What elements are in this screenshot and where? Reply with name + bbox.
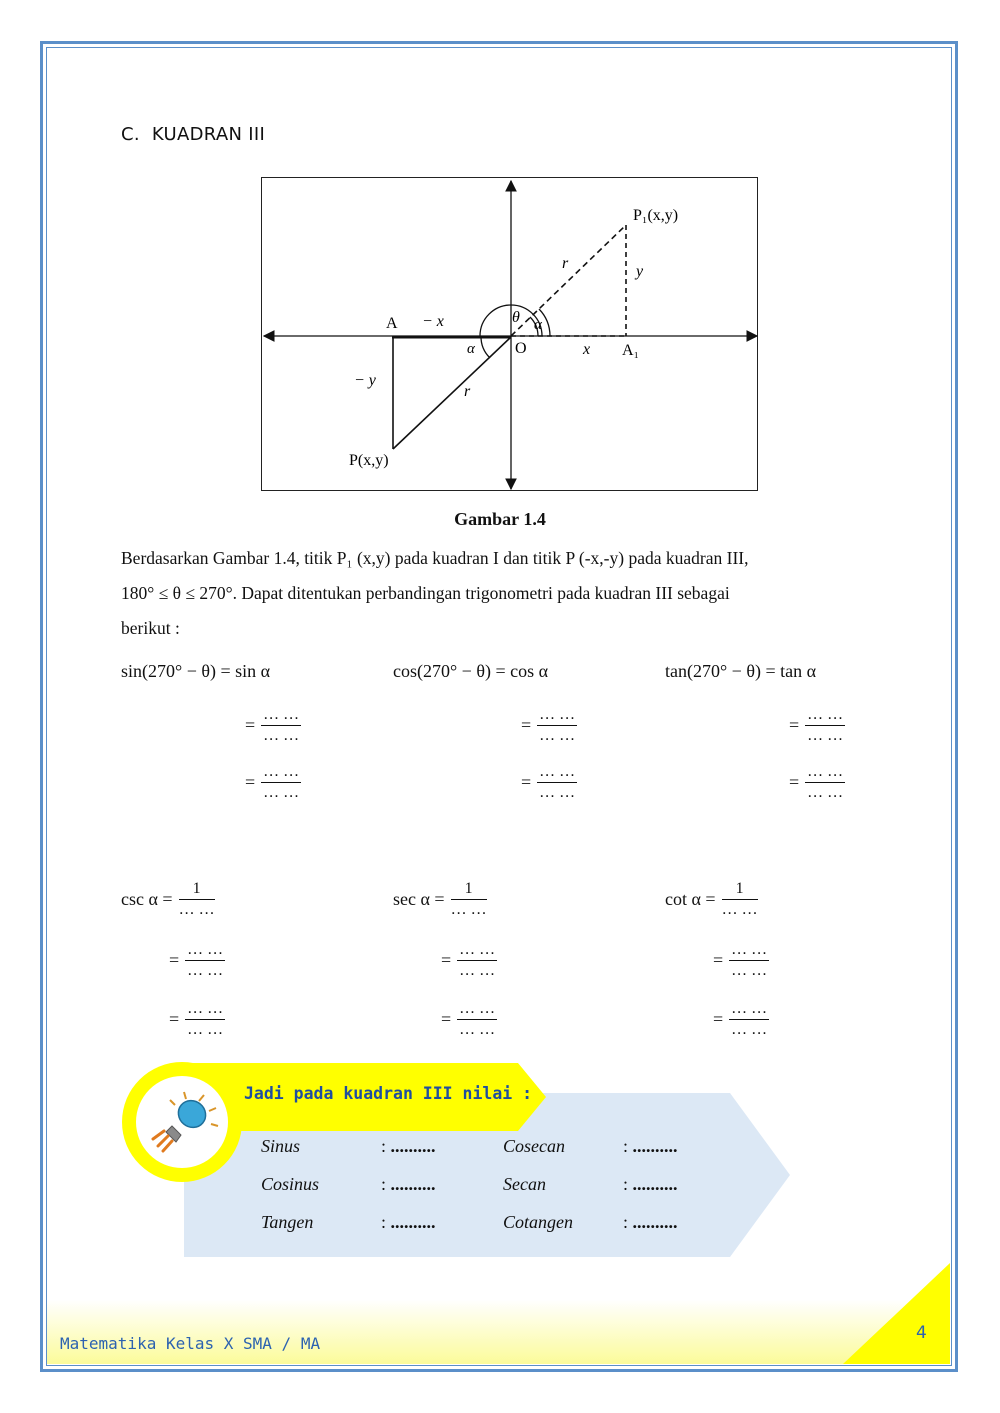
label-alpha-right: α [534,317,542,333]
section-title: KUADRAN III [151,124,266,145]
fraction-numerator-blank[interactable]: … … [537,706,577,726]
summary-colon: : [381,1174,387,1194]
equals-sign: = [789,715,800,735]
summary-cosecan-label: Cosecan [503,1136,565,1156]
paragraph-line-3: berikut : [121,618,180,638]
label-a1: A₁ [622,342,640,359]
fraction-numerator: 1 [722,880,758,900]
fraction-denominator-blank[interactable]: … … [187,1021,224,1038]
cot-label: cot α = [665,889,716,909]
label-minus-x: − x [422,313,444,330]
summary-colon: : [623,1174,629,1194]
summary-sinus-value[interactable] [381,1136,436,1157]
figure-caption: Gambar 1.4 [454,509,546,529]
fraction-numerator-blank[interactable]: … … [185,1000,225,1020]
equals-sign: = [245,715,256,735]
label-y: y [636,263,644,280]
section-number: C. [121,124,140,145]
sec-label: sec α = [393,889,445,909]
fraction-numerator-blank[interactable]: … … [261,706,301,726]
label-theta: θ [512,309,520,326]
label-p: P(x,y) [349,452,389,469]
summary-colon: : [623,1136,629,1156]
fraction-denominator-blank[interactable]: … … [263,784,300,801]
summary-cosinus-label: Cosinus [261,1174,320,1194]
csc-label: csc α = [121,889,173,909]
paragraph-line-1: Berdasarkan Gambar 1.4, titik P₁ (x,y) pada kuadran I dan titik P (-x,-y) pada kuadran III, [121,548,749,568]
label-minus-y: − y [354,372,376,389]
label-alpha-left: α [467,341,475,357]
identity-tan: tan(270° − θ) = tan α [665,661,817,681]
summary-colon: : [623,1212,629,1232]
summary-blank: .......... [390,1212,436,1232]
summary-blank: .......... [632,1174,678,1194]
summary-cosecan-value[interactable] [623,1136,678,1157]
fraction-denominator-blank[interactable]: … … [450,901,487,918]
equals-sign: = [245,772,256,792]
fraction-numerator-blank[interactable]: … … [805,763,845,783]
summary-cotangen-value[interactable] [623,1212,678,1233]
summary-tangen-label: Tangen [261,1212,314,1232]
equals-sign: = [169,1009,180,1029]
label-r-top: r [562,255,569,272]
fraction-numerator: 1 [451,880,487,900]
summary-blank: .......... [632,1136,678,1156]
fraction-denominator-blank[interactable]: … … [731,1021,768,1038]
summary-blank: .......... [632,1212,678,1232]
equals-sign: = [789,772,800,792]
summary-title: Jadi pada kuadran III nilai : [244,1084,533,1103]
equals-sign: = [441,950,452,970]
summary-blank: .......... [390,1174,436,1194]
fraction-numerator-blank[interactable]: … … [185,941,225,961]
fraction-numerator-blank[interactable]: … … [457,941,497,961]
fraction-numerator-blank[interactable]: … … [457,1000,497,1020]
summary-cosinus-value[interactable] [381,1174,436,1195]
summary-colon: : [381,1212,387,1232]
fraction-numerator-blank[interactable]: … … [805,706,845,726]
equals-sign: = [441,1009,452,1029]
page-number: 4 [916,1323,927,1343]
fraction-denominator-blank[interactable]: … … [807,727,844,744]
identity-sin: sin(270° − θ) = sin α [121,661,271,681]
footer-title: Matematika Kelas X SMA / MA [60,1334,321,1353]
summary-blank: .......... [390,1136,436,1156]
label-o: O [515,340,527,357]
label-p1: P₁(x,y) [633,207,679,224]
fraction-numerator: 1 [179,880,215,900]
equals-sign: = [169,950,180,970]
fraction-denominator-blank[interactable]: … … [459,1021,496,1038]
summary-cotangen-label: Cotangen [503,1212,573,1232]
equals-sign: = [521,772,532,792]
fraction-numerator-blank[interactable]: … … [729,941,769,961]
fraction-denominator-blank[interactable]: … … [263,727,300,744]
fraction-denominator-blank[interactable]: … … [187,962,224,979]
summary-colon: : [381,1136,387,1156]
fraction-denominator-blank[interactable]: … … [721,901,758,918]
label-r-bottom: r [464,383,471,400]
summary-secan-value[interactable] [623,1174,678,1195]
fraction-numerator-blank[interactable]: … … [537,763,577,783]
fraction-numerator-blank[interactable]: … … [729,1000,769,1020]
fraction-denominator-blank[interactable]: … … [178,901,215,918]
label-x: x [583,341,591,358]
equals-sign: = [713,1009,724,1029]
paragraph-line-2: 180° ≤ θ ≤ 270°. Dapat ditentukan perbandingan trigonometri pada kuadran III sebagai [121,583,730,603]
equals-sign: = [521,715,532,735]
label-a: A [386,315,398,332]
fraction-denominator-blank[interactable]: … … [731,962,768,979]
equals-sign: = [713,950,724,970]
summary-sinus-label: Sinus [261,1136,301,1156]
summary-secan-label: Secan [503,1174,546,1194]
summary-tangen-value[interactable] [381,1212,436,1233]
fraction-denominator-blank[interactable]: … … [539,784,576,801]
fraction-denominator-blank[interactable]: … … [459,962,496,979]
fraction-denominator-blank[interactable]: … … [539,727,576,744]
fraction-numerator-blank[interactable]: … … [261,763,301,783]
identity-cos: cos(270° − θ) = cos α [393,661,549,681]
fraction-denominator-blank[interactable]: … … [807,784,844,801]
